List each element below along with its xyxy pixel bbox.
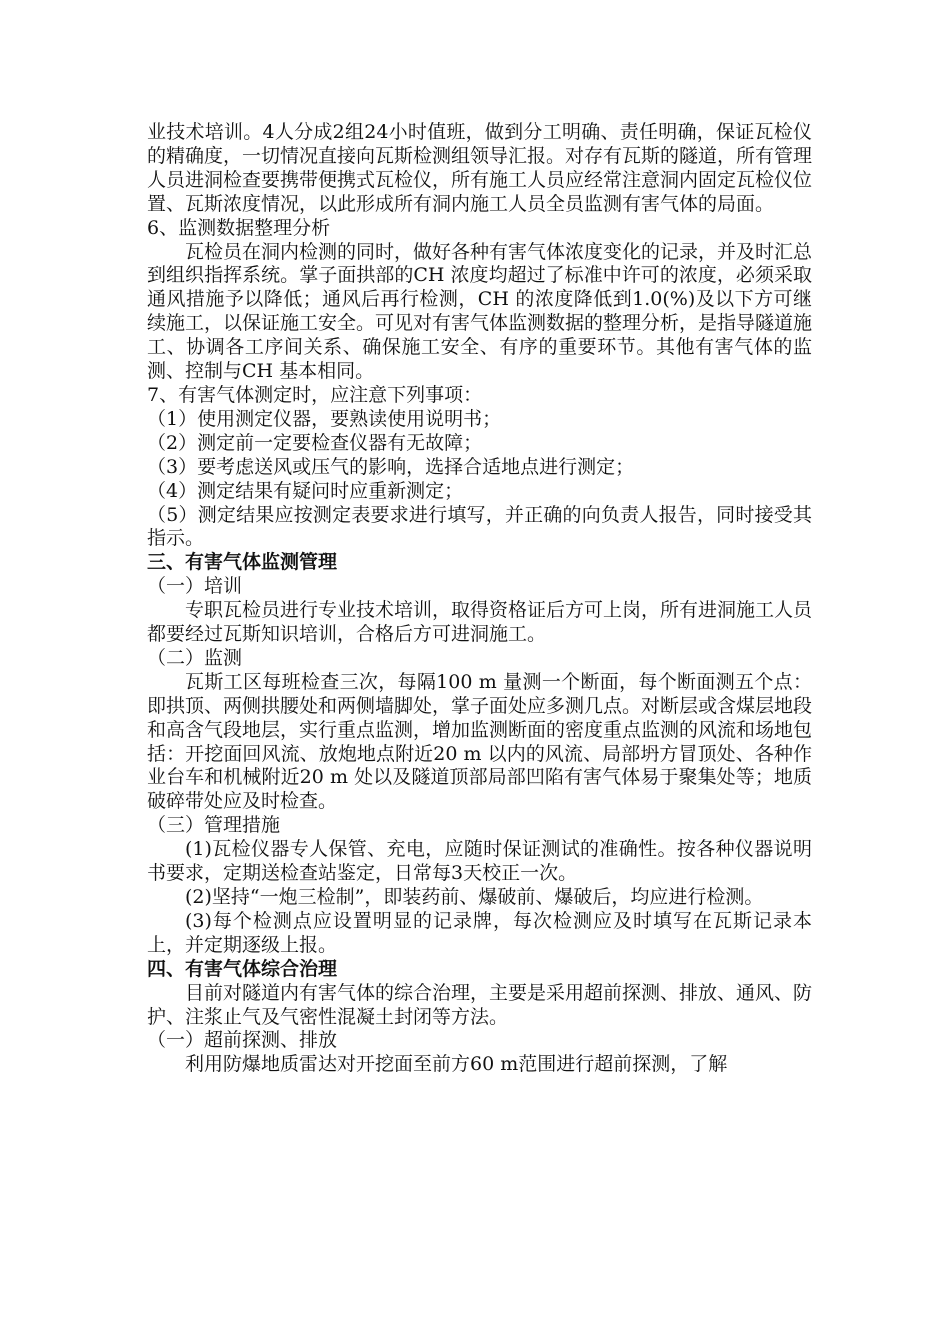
- measure-item-1: (1)瓦检仪器专人保管、充电，应随时保证测试的准确性。按各种仪器说明书要求，定期送检查站鉴定，日常每3天校正一次。: [147, 838, 812, 885]
- paragraph-monitoring: 瓦斯工区每班检查三次，每隔100 m 量测一个断面，每个断面测五个点：即拱顶、两侧拱腰处和两侧墙脚处，掌子面处应多测几点。对断层或含煤层地段和高含气段地层，实行重点监测，增加监测断面的密度重点监测的风流和场地包括：开挖面回风流、放炮地点附近20 m 以内的风流、局部坍方冒顶处、各种作业台车和机械附近20 m 处以及隧道顶部局部凹陷有害气体易于聚集处等；地质破碎带处应及时检查。: [147, 670, 813, 813]
- list-item-4: （4）测定结果有疑问时应重新测定；: [147, 479, 464, 502]
- list-item-2: （2）测定前一定要检查仪器有无故障；: [147, 431, 483, 454]
- list-item-3: （3）要考虑送风或压气的影响，选择合适地点进行测定；: [147, 455, 635, 478]
- list-item-5: （5）测定结果应按测定表要求进行填写，并正确的向负责人报告，同时接受其指示。: [147, 503, 812, 550]
- paragraph-data-analysis: 瓦检员在洞内检测的同时，做好各种有害气体浓度变化的记录，并及时汇总到组织指挥系统。掌子面拱部的CH 浓度均超过了标准中许可的浓度，必须采取通风措施予以降低；通风后再行检测，CH 的浓度降低到1.0(%)及以下方可继续施工，以保证施工安全。可见对有害气体监测数据的整理分析，是指导隧道施工、协调各工序间关系、确保施工安全、有序的重要环节。其他有害气体的监测、控制与CH 基本相同。: [147, 240, 813, 383]
- subheading-advance-detection: （一）超前探测、排放: [147, 1029, 338, 1052]
- paragraph-advance-detection: 利用防爆地质雷达对开挖面至前方60 m范围进行超前探测，了解: [185, 1053, 728, 1076]
- heading-measurement-notes: 7、有害气体测定时，应注意下列事项：: [147, 383, 483, 406]
- paragraph-comprehensive-treatment: 目前对隧道内有害气体的综合治理，主要是采用超前探测、排放、通风、防护、注浆止气及气密性混凝土封闭等方法。: [147, 981, 813, 1028]
- list-item-1: （1）使用测定仪器，要熟读使用说明书；: [147, 407, 502, 430]
- subheading-training: （一）培训: [147, 575, 243, 598]
- paragraph-training-continuation: 业技术培训。4人分成2组24小时值班，做到分工明确、责任明确，保证瓦检仪的精确度，一切情况直接向瓦斯检测组领导汇报。对存有瓦斯的隧道，所有管理人员进洞检查要携带便携式瓦检仪，所有施工人员应经常注意洞内固定瓦检仪位置、瓦斯浓度情况，以此形成所有洞内施工人员全员监测有害气体的局面。: [147, 121, 813, 215]
- measure-item-3: (3)每个检测点应设置明显的记录牌，每次检测应及时填写在瓦斯记录本上，并定期逐级上报。: [147, 909, 812, 956]
- heading-monitoring-data-analysis: 6、监测数据整理分析: [147, 216, 331, 239]
- paragraph-training: 专职瓦检员进行专业技术培训，取得资格证后方可上岗，所有进洞施工人员都要经过瓦斯知识培训，合格后方可进洞施工。: [147, 599, 813, 646]
- document-body: [147, 121, 812, 1077]
- section-heading-3: 三、有害气体监测管理: [147, 551, 338, 574]
- measure-item-2: (2)坚持“一炮三检制”，即装药前、爆破前、爆破后，均应进行检测。: [185, 886, 764, 908]
- subheading-management-measures: （三）管理措施: [147, 814, 281, 837]
- section-heading-4: 四、有害气体综合治理: [147, 957, 338, 980]
- subheading-monitoring: （二）监测: [147, 646, 243, 669]
